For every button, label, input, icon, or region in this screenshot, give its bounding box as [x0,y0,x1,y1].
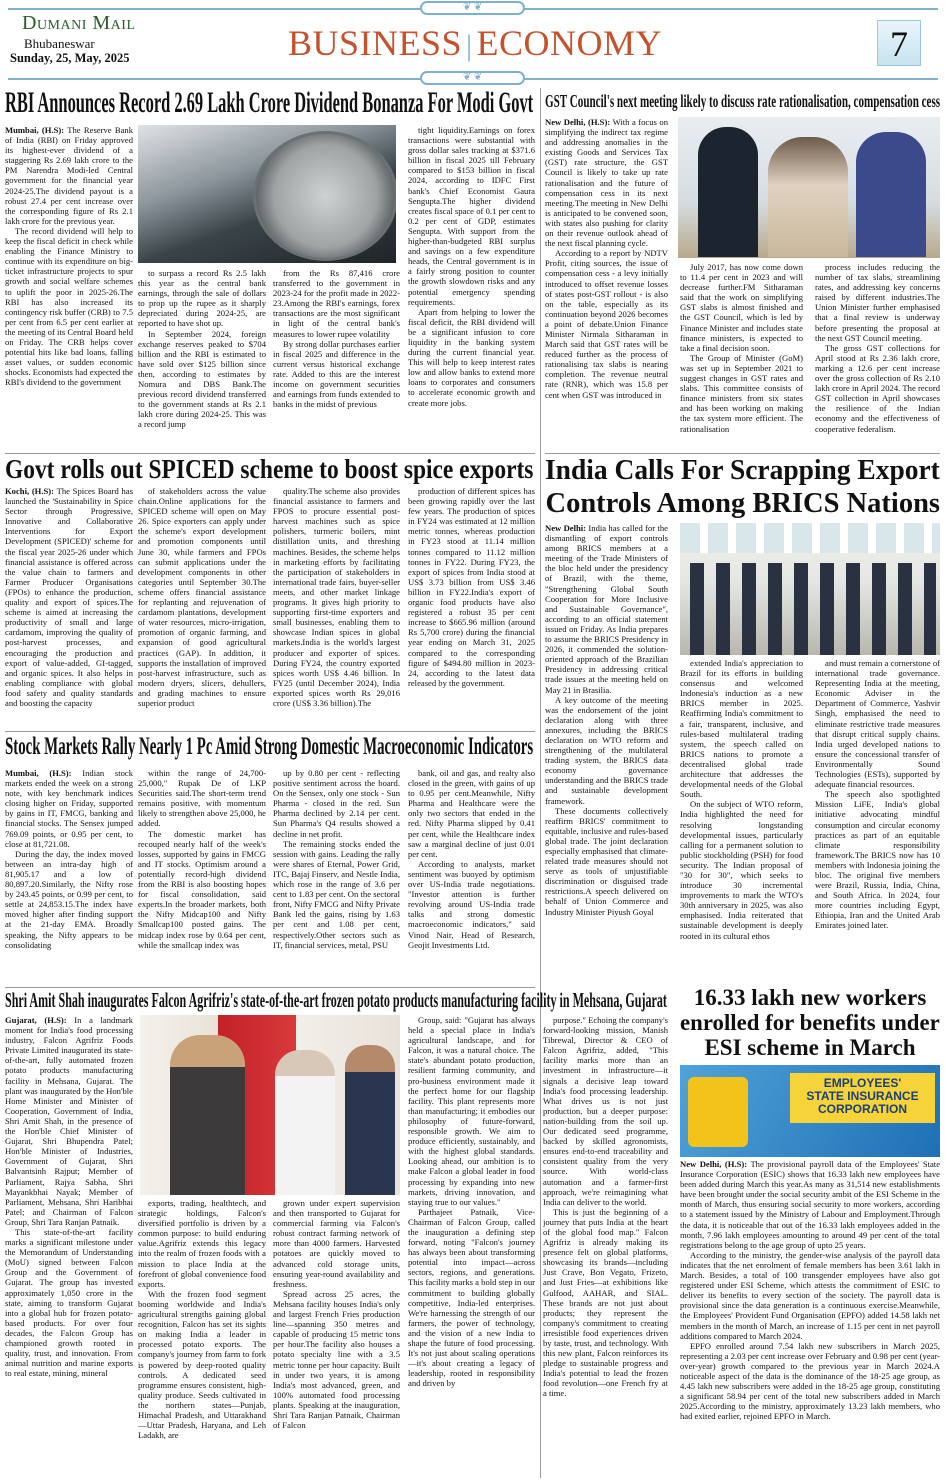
paragraph [5,486,133,708]
stocks-column-3 [273,768,400,986]
paragraph-text: production of different spices has been growing rapidly over the last few years. The production of spices in FY24 was estimated at 12 million metric tonnes, whereas production in FY23 stood at 11.14 million tonnes compared to 11.12 million tonnes in FY22. During FY23, the export of spices from India stood at US$ 3.73 billion from US$ 3.46 billion in FY22.India's export of organic food products have also registered a robust 35 per cent increase to $665.96 million (around Rs 5,700 crore) during the financial year ending on March 31, 2025 compared to the corresponding figure of $494.80 million in 2023-24, according to the latest data released by the government. [408,486,535,688]
edition-city: Bhubaneswar [24,36,95,51]
text: EMPLOYEES' [823,1076,902,1090]
paragraph-text: grown under expert supervision and then transported to Gujarat for commercial farming via Falcon's robust contract farming network of more than 4000 farmers. Harvested potatoes are quickly moved to advanced cold storage units, ensuring year-round availability and freshness. [273,1198,400,1289]
paragraph [138,268,266,329]
stocks-column-4 [408,768,535,986]
paragraph-text: bank, oil and gas, and realty also closed in the green, with gains of up to 0.95 per cent.Meanwhile, Nifty Pharma and Healthcare were the only two sectors that ended in the red. Nifty Pharma slipped by 0.41 per cent, while the Healthcare index saw a marginal decline of just 0.01 per cent. [408,768,535,859]
spiced-column-1 [5,486,133,729]
spiced-column-3 [273,486,400,729]
paragraph-text: According to analysts, market sentiment was buoyed by optimism over US-India trade negotiations. "Investor attention is further revolving around US-India trade talks and strong domestic macroeconomic indicators," said Vinod Nair, Head of Research, Geojit Investments Ltd. [408,858,535,950]
paragraph [408,307,535,408]
paragraph-text: quality.The scheme also provides financial assistance to farmers and FPOS to procure essential post-harvest machines such as spice polishers, turmeric boilers, mint distillation units, and threshing machines. Besides, the scheme helps in marketing efforts by facilitating the participation of stakeholders in international trade fairs, buyer-seller meets, and other market linkage programs. It gives high priority to supporting first-time exporters and small businesses, enabling them to showcase Indian spices in global markets.India is the world's largest producer and exporter of spices. During FY24, the country exported spices worth US$ 4.46 billion. In FY25 (until December 2024), India exported spices worth Rs 29,016 crore (US$ 3.36 billion).The [273,486,400,708]
spiced-column-4 [408,486,535,729]
esic-emblem-icon [688,1077,748,1147]
esi-column-1 [680,1159,940,1477]
paragraph-text: from the Rs 87,416 crore transferred to the government in 2023-24 for the profit made in 2022-23.Among the RBI's earnings, forex transactions are the most significant in light of the central bank's measures to lower rupee volatility [273,268,400,339]
esi-headline [680,985,940,1060]
paragraph-text: The gross GST collections for April stood at Rs 2.36 lakh crore, marking a 12.6 per cent increase over the gross collection of Rs 2.10 lakh crore in April 2024. The record GST collection in April showcases the resilience of the Indian economy and the effectiveness of cooperative federalism. [815,342,940,434]
dateline: Kochi, (H.S): [5,486,55,496]
paragraph [543,1015,668,1207]
paragraph [815,343,940,434]
brics-headline [545,454,940,520]
paragraph [5,1015,133,1227]
paragraph-text: The Group of Minister (GoM) was set up in September 2021 to suggest changes in GST rates and slabs. This committee consists of finance ministers from six states and has been working on making the tax system more efficient. The rationalisation [680,352,803,434]
paragraph-text: With a focus on simplifying the indirect tax regime and addressing anomalies in the existing Goods and Services Tax (GST) rate structure, the GST Council is likely to take up rate rationalisation and the future of compensation cess in its next meeting.The meeting in New Delhi is anticipated to be convened soon, with states also pushing for clarity on their revenue outlook ahead of the next fiscal planning cycle. [545,117,668,249]
brics-ministers-photo [680,523,940,655]
paragraph [545,523,668,695]
esic-logo-photo [680,1065,940,1157]
paragraph [273,1198,400,1289]
paragraph-text: Indian stock markets ended the week on a strong note, with key benchmark indices closing higher on Friday, supported by gains in IT, FMCG, banking and financial stocks. The Sensex jumped 769.09 points, or 0.95 per cent, to close at 81,721.08. [5,768,133,849]
text: India Calls For Scrapping Export [545,454,940,486]
brics-column-1 [545,523,668,1011]
paragraph-text: EPFO enrolled around 7.54 lakh new subscribers in March 2025, representing a 2.03 per cent increase over February and 0.98 per cent (year-over-year) growth compared to the previous year in March 2024.A noticeable aspect of the data is the dominance of the 18-25 age group, as 4.45 lakh new subscribers were added in the 18-25 age group, constituting a significant 58.94 per cent of the total new subscribers added in March 2025.According to the ministry, approximately 13.23 lakh members, who had exited earlier, rejoined EPFO in March. [680,1340,940,1422]
paragraph-text: of stakeholders across the value chain.Online applications for the SPICED scheme will open on May 26. Spice exporters can apply under the scheme's export development and promotion components until June 30, while farmers and FPOs can submit applications under the development components in other categories until September 30.The scheme offers financial assistance for replanting and rejuvenation of cardamom plantations, development of water resources, micro-irrigation, promotion of organic farming, and expansion of good agricultural practices (GAP). In addition, it supports the installation of improved post-harvest infrastructure, such as modern dryers, slicers, dehullers, and grading machines to ensure superior product [138,486,266,708]
dateline: Gujarat, (H.S): [5,1015,67,1025]
paragraph [408,859,535,950]
paragraph [680,353,803,434]
gst-meeting-photo [678,117,940,258]
stocks-column-2 [138,768,266,986]
paragraph-text: On the subject of WTO reform, India highlighted the need for resolving longstanding developmental issues, particularly calling for a permanent solution to public stockholding (PSH) for food security. The Indian proposal of "30 for 30", which seeks to introduce 30 incremental improvements to mark the WTO's 30th anniversary in 2025, was also emphasised. India reiterated that sustainable development is deeply rooted in its cultural ethos [680,799,803,941]
dateline: Mumbai, (H.S): [5,125,65,135]
paragraph-text: India has called for the dismantling of export controls among BRICS members at a meeting of the Trade Ministers of the bloc held under the presidency of Brazil, with the theme, "Strengthening Global South Cooperation for More Inclusive and Sustainable Governance", according to an official statement issued on Friday. As India prepares to assume the BRICS Presidency in 2026, it commended the solution-oriented approach of the Brazilian Presidency in addressing critical trade issues at the meeting held on May 21 in Brasilia. [545,523,668,695]
section-title: BUSINESS | ECONOMY [287,23,663,63]
paragraph-text: During the day, the index moved between an intra-day high of 81,905.17 and a low of 80,897.20.Similarly, the Nifty rose by 243.45 points, or 0.99 per cent, to settle at 24,853.15.The index have moved higher after finding support at the 21-day EMA. Broadly speaking, the Nifty appears to be consolidating [5,848,133,950]
paragraph-text: up by 0.80 per cent - reflecting positive sentiment across the board. On the Sensex, only one stock - Sun Pharma - closed in the red. Sun Pharma declined by 2.14 per cent. Sun Pharma's Q4 results showed a decline in net profit. [273,768,400,839]
paragraph [5,768,133,849]
esic-sign [790,1073,935,1123]
spiced-headline [5,454,533,485]
newspaper-name: Dumani Mail [22,12,136,34]
falcon-column-2 [138,1198,266,1477]
paragraph-text: Parthajeet Patnaik, Vice-Chairman of Falcon Group, called the inauguration a defining step forward, noting "Falcon's journey has always been about transforming potential into impact—across sectors, regions, and generations. This facility marks a bold step in our commitment to building globally competitive, India-led enterprises. We're harnessing the strength of our farmers, the power of technology, and the vision of a new India to shape the future of food processing. It's not just about scaling operations—it's about creating a legacy of leadership, rooted in responsibility and driven by [408,1206,535,1389]
paragraph-text: July 2017, has now come down to 11.4 per cent in 2023 and will decrease further.FM Sitharaman said that the work on simplifying GST slabs is almost finished and the GST Council, which is led by Finance Minister and includes state finance ministers, is expected to take a final decision soon. [680,262,803,353]
text: Controls Among BRICS Nations [545,487,940,519]
text: ESI scheme in March [704,1035,916,1060]
text: 16.33 lakh new workers [693,985,927,1010]
paragraph [543,1207,668,1399]
paragraph [408,125,535,307]
ornament-icon: ❦ ❦ [420,1,525,15]
paragraph-text: Group, said: "Gujarat has always held a special place in India's agricultural landscape, and for Falcon, it was a natural choice. The state's abundant potato production, resilient farming community, and pro-business environment made it the perfect home for our flagship facility. This plant represents more than manufacturing; it embodies our philosophy of future-forward, responsible growth. We aim to produce efficiently, sustainably, and with the highest global standards. Looking ahead, our ambition is to make Falcon a global leader in food processing by expanding into new markets, driving innovation, and staying true to our values." [408,1015,535,1207]
paragraph-text: According to a report by NDTV Profit, citing sources, the issue of compensation cess - a levy initially introduced to offset revenue losses of states post-GST rollout - is also on the table, especially as its continuation beyond 2026 becomes a point of debate.Union Finance Minister Nirmala Sitharaman in March said that GST rates will be reduced further as the process of rationalising tax slabs is nearing completion. The revenue neutral rate (RNR), which was 15.8 per cent when GST was introduced in [545,248,668,400]
paragraph [5,849,133,950]
gst-column-1 [545,117,668,451]
stocks-column-1 [5,768,133,986]
paragraph [273,268,400,339]
paragraph-text: The record dividend will help to keep the fiscal deficit in check while enabling the Finance Ministry to continue with its expenditure on big-ticket infrastructure projects to spur growth and social welfare schemes to uplift the poor in 2025-26.The RBI has also increased its contingency risk buffer (CRB) to 7.5 per cent from 6.5 per cent earlier at the meeting of its Central Board held on Friday. The CRB helps cover potential hits like bad loans, falling asset values, or sudden economic shocks. Economists had expected the RBI's dividend to the government [5,225,133,388]
paragraph [545,806,668,917]
paragraph [408,486,535,688]
paragraph-text: In September 2024, foreign exchange reserves peaked to $704 billion and the RBI is estimated to have sold over $125 billion since then, according to estimates by Nomura and DBS Bank.The previous record dividend transferred to the government stands at Rs 2.1 lakh crore during 2024-25. This was a record jump [138,328,266,430]
page-number: 7 [877,20,921,66]
paragraph [680,1341,940,1422]
paragraph [815,262,940,343]
paragraph [545,695,668,806]
spiced-column-2 [138,486,266,729]
paragraph [545,248,668,399]
paragraph [680,799,803,940]
dateline: New Delhi, (H.S): [545,117,611,127]
falcon-column-1 [5,1015,133,1477]
paragraph-text: The provisional payroll data of the Employees' State Insurance Corporation (ESIC) shows that 16.33 lakh new employees have been added during March this year.As many as 31,514 new establishments have been brought under the social security ambit of the ESI Scheme in the month of March, thus ensuring social security to more workers, according to a statement issued by the Ministry of Labour and Employment.Through the data, it is noticeable that out of the 16.33 lakh employees added in the month, 7.96 lakh employees amounting to around 49 per cent of the total registrations belong to the age group of upto 25 years. [680,1159,940,1250]
text: enrolled for benefits under [680,1010,940,1035]
paragraph [680,262,803,353]
text: CORPORATION [817,1102,908,1116]
paragraph-text: to surpass a record Rs 2.5 lakh this year as the central bank earnings, through the sale of dollars to prop up the rupee as it sharply depreciated during 2024-25, are reported to have shot up. [138,268,266,329]
paragraph [5,1227,133,1378]
paragraph [408,768,535,859]
paragraph-text: Apart from helping to lower the fiscal deficit, the RBI dividend will be a significant infusion to core liquidity in the banking system during the current financial year. This will help to keep interest rates low and allow banks to extend more loans to corporates and consumers to accelerate economic growth and create more jobs. [408,306,535,408]
dateline: New Delhi, (H.S): [680,1159,748,1169]
gst-column-2 [680,262,803,451]
paragraph-text: With the frozen food segment booming worldwide and India's agricultural strengths gaining global recognition, Falcon has set its sights on making India a leader in processed potato exports. The company's journey from farm to fork is powered by deep-rooted quality controls. A dedicated seed programme ensures consistent, high-quality produce. Seeds cultivated in the northern states—Punjab, Himachal Pradesh, and Uttarakhand—Uttar Pradesh, Haryana, and Leh Ladakh, are [138,1288,266,1441]
paragraph [5,226,133,388]
dateline: Mumbai, (H.S): [5,768,72,778]
brics-column-2 [680,658,803,986]
paragraph-text: In a landmark moment for India's food processing industry, Falcon Agrifriz Foods Private Limited inaugurated its state-of-the-art, fully automated frozen potato products manufacturing facility in Mehsana, Gujarat. The plant was inaugurated by the Hon'ble Home Minister and Minister of Cooperation, Government of India, Shri Amit Shah, in the presence of the Hon'ble Chief Minister of Gujarat, Shri Bhupendra Patel; Hon'ble Minister of Industries, Government of Gujarat, Shri Balvantsinh Rajput; Member of Parliament, Rajya Sabha, Shri Mayankbhai Nayak; Member of Parliament, Mehsana, Shri Haribhai Patel; and Chairman of Falcon Group, Shri Tara Ranjan Patnaik. [5,1015,133,1227]
paragraph-text: This state-of-the-art facility marks a significant milestone under the Memorandum of Understanding (MoU) signed between Falcon Group and the Government of Gujarat. The group has invested approximately 1,050 crore in the state, aiming to transform Gujarat into a global hub for frozen potato-based products. For over four decades, the Falcon Group has championed growth rooted in quality, trust, and innovation. From animal nutrition and marine exports to real estate, mining, mineral [5,1226,133,1379]
rbi-column-3 [273,268,400,449]
paragraph-text: Spread across 25 acres, the Mehsana facility houses India's only and largest French Fries production line—spanning 350 metres and capable of producing 15 metric tons per hour.The facility also houses a potato specialty line with a 3.5 metric tonne per hour capacity. Built in under two years, it is among India's most advanced, green, and 100% automated food processing plants. Speaking at the inauguration, Shri Tara Ranjan Patnaik, Chairman of Falcon [273,1288,400,1431]
paragraph [680,1250,940,1341]
paragraph [815,789,940,930]
falcon-column-4 [408,1015,535,1477]
paragraph [408,1207,535,1389]
stocks-headline [5,733,533,761]
text: Shri Amit Shah inaugurates Falcon Agrifriz's state-of-the-art frozen potato products manufacturing facility in Mehsana, Gujarat [5,988,667,1012]
paragraph [815,658,940,789]
paragraph-text: extended India's appreciation to Brazil for its efforts in building consensus and welcomed Indonesia's induction as a new BRICS member in 2025. Reaffirming India's commitment to a fair, transparent, inclusive, and rules-based multilateral trading system, the speech called on BRICS nations to promote a decentralised global trade architecture that addresses the developmental needs of the Global South. [680,658,803,800]
text: RBI Announces Record 2.69 Lakh Crore Dividend Bonanza For Modi Govt [5,86,534,119]
paragraph-text: within the range of 24,700-25,000," Rupak De of LKP Securities said.The short-term trend remains positive, with momentum likely to strengthen above 25,000, he added. [138,768,266,829]
rbi-building-photo [138,125,396,263]
dateline: New Delhi: [545,523,587,533]
text: GST Council's next meeting likely to discuss rate rationalisation, compensation cess [545,91,941,111]
paragraph [138,829,266,950]
paragraph [138,768,266,829]
paragraph [680,658,803,799]
falcon-column-5 [543,1015,668,1477]
paragraph [138,1289,266,1440]
rbi-column-2 [138,268,266,449]
paragraph-text: The Reserve Bank of India (RBI) on Friday approved its highest-ever dividend of a staggering Rs 2.69 lakh crore to the PM Narendra Modi-led Central government for the financial year 2024-25.The dividend payout is a robust 27.4 per cent increase over the corresponding figure of Rs 2.1 lakh crore for the previous year. [5,125,133,226]
paragraph-text: By strong dollar purchases earlier in fiscal 2025 and difference in the current versus historical exchange rate. Added to this are the interest income on government securities and earnings from funds extended to banks in the midst of previous [273,338,400,410]
paragraph-text: purpose." Echoing the company's forward-looking mission, Manish Tibrewal, Director & CEO of Falcon Agrifriz, added, "This facility marks more than an investment in infrastructure—it signals a decisive leap toward India's food processing leadership. What drives us is not just production, but a deeper purpose: nation-building from the soil up. Our dedicated seed programme, backed by skilled agronomists, ensures end-to-end traceability and consistent quality from the very source. With world-class automation and a farmer-first approach, we're reimagining what India can deliver to the world. [543,1015,668,1207]
article-divider [5,731,535,732]
paragraph [5,125,133,226]
falcon-inauguration-photo [140,1015,400,1195]
paragraph [273,768,400,839]
paragraph [138,329,266,430]
paragraph [680,1159,940,1250]
paragraph [273,486,400,708]
paragraph-text: According to the ministry, the gender-wise analysis of the payroll data indicates that the net enrolment of female members has been 3.61 lakh in March. Besides, a total of 100 transgender employees have also got registered under ESI Scheme, which attests the commitment of ESIC to deliver its benefits to every section of the society. The payroll data is provisional since the data generation is a continuous exercise.Meanwhile, the Employees' Provident Fund Organisation (EPFO) added 14.58 lakh net members in the month of March, an increase of 1.15 per cent in net payroll additions compared to March 2024. [680,1249,940,1341]
section-left: BUSINESS [287,23,463,63]
gst-headline [545,91,940,112]
paragraph-text: The domestic market has recouped nearly half of the week's losses, supported by gains in FMCG and IT stocks. Optimism around a potentially record-high dividend from the RBI is also boosting hopes for fiscal consolidation, said experts.In the broader markets, both the Nifty Midcap100 and Nifty Smallcap100 posted gains. The midcap index rose by 0.64 per cent, while the smallcap index was [138,828,266,950]
paragraph [273,339,400,410]
edition-date: Sunday, 25, May, 2025 [10,51,130,65]
section-right: ECONOMY [476,23,663,63]
paragraph-text: The speech also spotlighted Mission LiFE, India's global initiative advocating mindful consumption and circular economy practices as part of an equitable climate responsibility framework.The BRICS now has 10 members with Indonesia joining the bloc. The original five members were Brazil, Russia, India, China, and South Africa. In 2024, four more countries including Egypt, Ethiopia, Iran and the United Arab Emirates joined later. [815,789,940,931]
paragraph [273,1289,400,1430]
paragraph-text: The remaining stocks ended the session with gains. Leading the rally were shares of Eternal, Power Grid, ITC, Bajaj Finserv, and Nestle India, which rose in the range of 3.6 per cent to 1.83 per cent. On the sectoral front, Nifty FMCG and Nifty Private Bank led the gains, rising by 1.63 per cent and 1.08 per cent, respectively.Other sectors such as IT, financial services, metal, PSU [273,838,400,950]
paragraph [138,1198,266,1289]
paragraph-text: and must remain a cornerstone of international trade governance. Representing India at the meeting, Economic Adviser in the Department of Commerce, Yashvir Singh, emphasised the need to eliminate restrictive trade measures that disrupt critical supply chains. India urged developed nations to ensure the concessional transfer of Environmentally Sound Technologies (ESTs), supported by adequate financial resources. [815,658,940,790]
text: Stock Markets Rally Nearly 1 Pc Amid Strong Domestic Macroeconomic Indicators [5,733,534,760]
rbi-headline [5,86,533,120]
rbi-column-4 [408,125,535,449]
paragraph-text: The Spices Board has launched the 'Sustainability in Spice Sector through Progressive, Innovative and Collaborative Interventions for Export Development (SPICED)' scheme for the fiscal year 2025-26 under which financial assistance is offered across the value chain to farmers and Farmer Producer Organisations (FPOs) to enhance the production, quality and export of spices.The scheme is aimed at increasing the productivity of small and large cardamom, improving the quality of post-harvest processes, and encouraging the production and export of value-added, GI-tagged, and organic spices. It also helps in enabling compliance with global food safety and quality standards and boosting the capacity [5,486,133,708]
paragraph [545,117,668,248]
gst-column-3 [815,262,940,451]
brics-column-3 [815,658,940,986]
text: Govt rolls out SPICED scheme to boost spice exports [5,454,534,484]
paragraph-text: These documents collectively reaffirm BRICS' commitment to equitable, inclusive and rules-based global trade. The joint declaration especially emphasised that climate-related trade measures should not serve as tools of unjustifiable discrimination or disguised trade restrictions.A speech delivered on behalf of Union Commerce and Industry Minister Piyush Goyal [545,805,668,917]
paragraph [273,839,400,950]
paragraph-text: A key outcome of the meeting was the endorsement of the joint declaration along with three annexures, including the BRICS declaration on WTO reform and strengthening of the multilateral trading system, the BRICS data economy governance understanding and the BRICS trade and sustainable development framework. [545,694,668,806]
falcon-column-3 [273,1198,400,1477]
paragraph [138,486,266,708]
falcon-headline [5,988,667,1013]
rbi-emblem-icon [253,131,396,261]
column-divider [540,88,541,1478]
paragraph-text: tight liquidity.Earnings on forex transactions were substantial with gross dollar sales tracking at $371.6 billion in fiscal 2025 till February compared to $153 billion in fiscal 2024, according to IDFC First bank's Chief Economist Gaura Sengupta.The higher dividend creates fiscal space of 0.1 per cent to 0.2 per cent of GDP, estimates Sengupta. With support from the higher-than-budgeted RBI surplus and savings on a few expenditure heads, the Central government is in a fairly strong position to counter the growth slowdown risks and any potential emergency spending requirements. [408,125,535,307]
ornament-icon: ❦ ❦ [420,71,525,85]
paragraph [408,1015,535,1207]
paragraph-text: process includes reducing the number of tax slabs, streamlining rates, and addressing key concerns raised by different industries.The Union Minister further emphasised that a final review is underway before presenting the proposal at the next GST Council meeting. [815,262,940,343]
text: STATE INSURANCE [806,1089,919,1103]
rbi-column-1 [5,125,133,449]
paragraph-text: exports, trading, healthtech, and strategic holdings, Falcon's diversified portfolio is driven by a common purpose: to build enduring value.Agrifriz extends this legacy into the realm of frozen foods with a mission to place India at the forefront of global convenience food exports. [138,1198,266,1289]
paragraph-text: This is just the beginning of a journey that puts India at the heart of the global food map." Falcon Agrifriz is already making its presence felt on global platforms, showcasing its brands—including Just Crave, Bon Vegato, Frizeto, and Just Fries—at exhibitions like Gulfood, AAHAR, and SIAL. These brands are not just about products; they represent the company's commitment to creating irresistible food experiences driven by taste, trust, and technology. With this new plant, Falcon reinforces its pledge to sustainable progress and India's potential to lead the frozen food revolution—one French fry at a time. [543,1206,668,1399]
